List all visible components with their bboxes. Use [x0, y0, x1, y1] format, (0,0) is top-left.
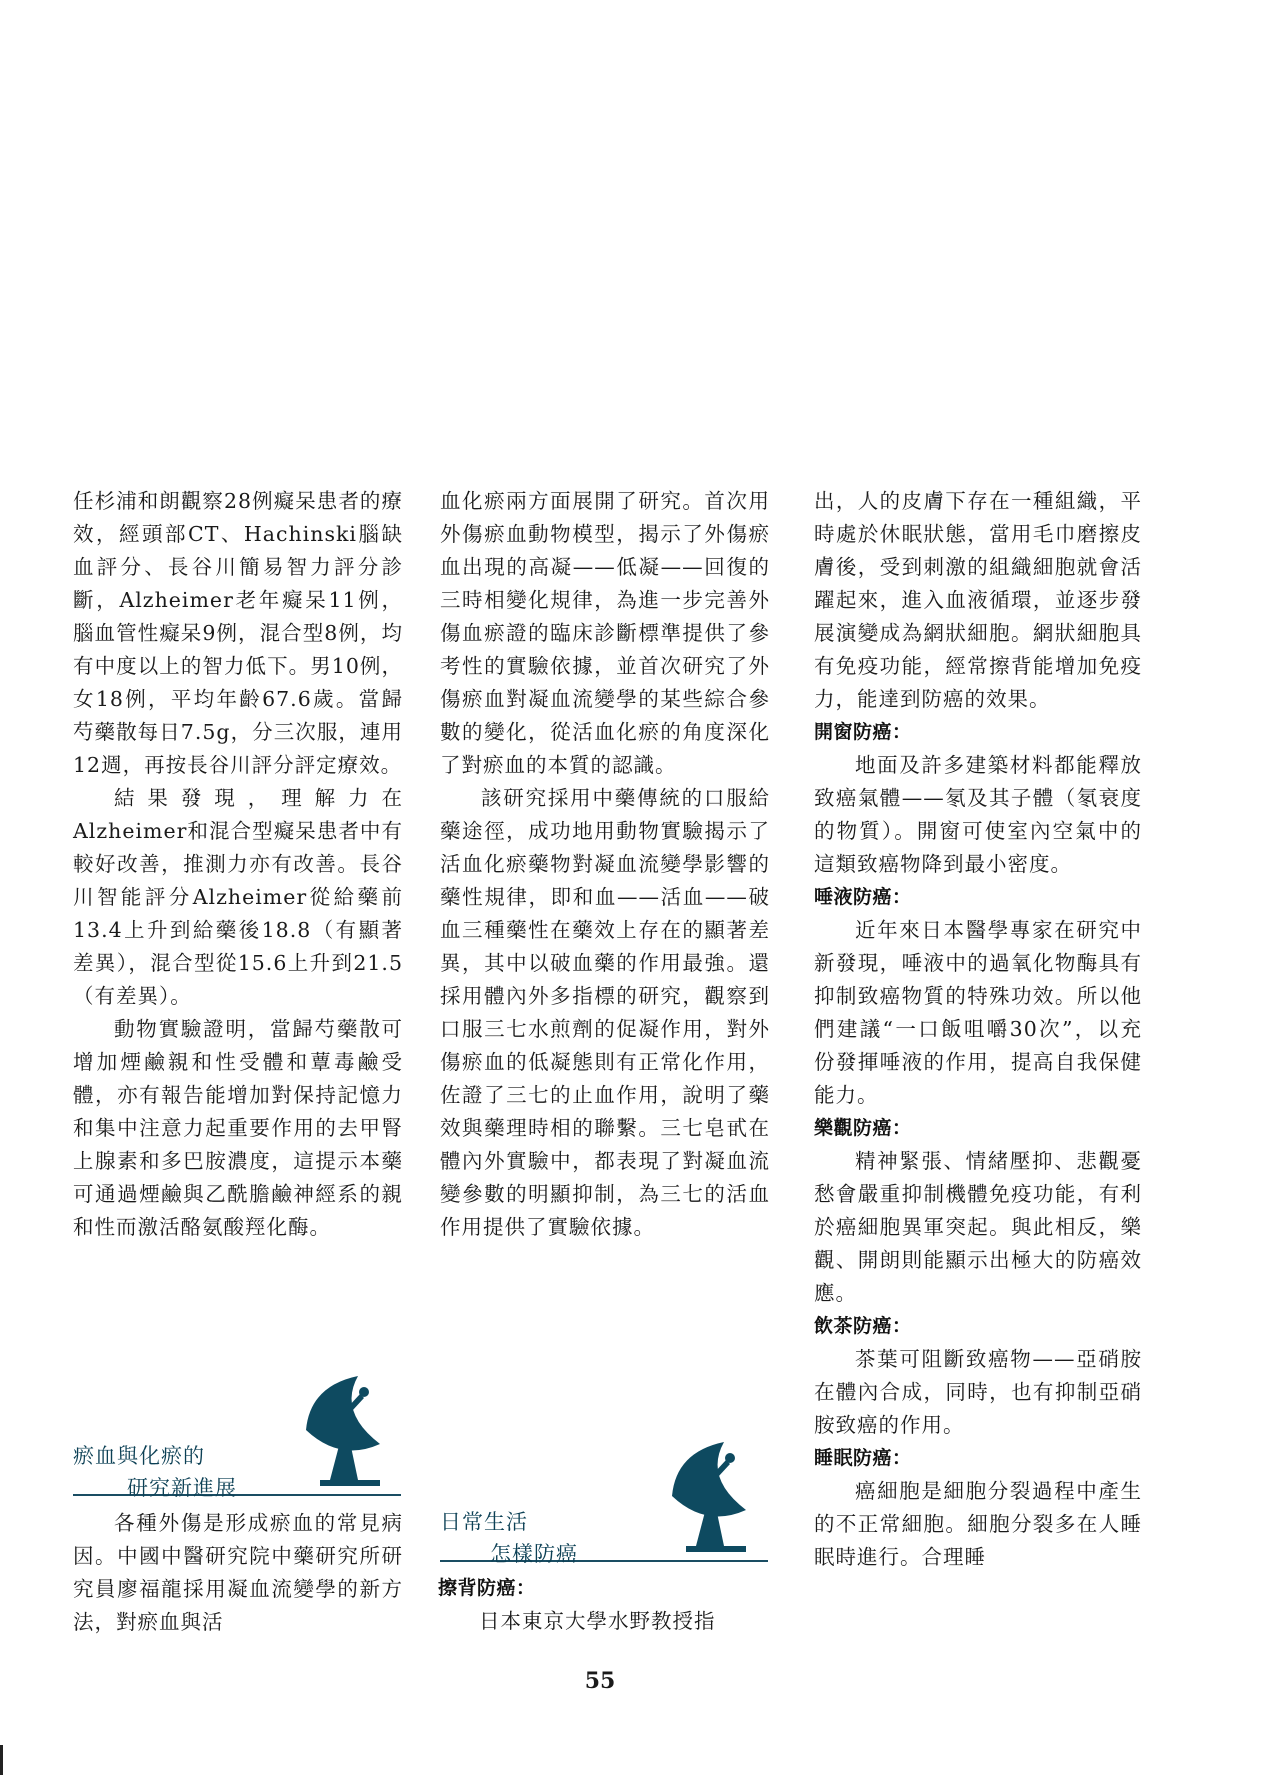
- col1-paragraph-1: 任杉浦和朗觀察28例癡呆患者的療效，經頭部CT、Hachinski腦缺血評分、長谷川簡易智力評分診斷，Alzheimer老年癡呆11例，腦血管性癡呆9例，混合型8例，均有中度以上的智力低下。男10例，女18例，平均年齡67.6歲。當歸芍藥散每日7.5g，分三次服，連用12週，再按長谷川評分評定療效。: [73, 489, 403, 777]
- column-2: [440, 485, 770, 1244]
- col3-subheading-window: 開窗防癌：: [814, 721, 912, 743]
- col3-subheading-sleep: 睡眠防癌：: [814, 1447, 912, 1469]
- section-1-paragraph: 各種外傷是形成瘀血的常見病因。中國中醫研究院中藥研究所研究員廖福龍採用凝血流變學的新方法，對瘀血與活: [73, 1511, 403, 1634]
- col3-subheading-optimism: 樂觀防癌：: [814, 1117, 912, 1139]
- column-1: [73, 485, 403, 1244]
- section-1-title-line-1: 瘀血與化瘀的: [73, 1444, 205, 1468]
- col3-paragraph-saliva: 近年來日本醫學專家在研究中新發現，唾液中的過氧化物酶具有抑制致癌物質的特殊功效。所以他們建議“一口飯咀嚼30次”，以充份發揮唾液的作用，提高自我保健能力。: [814, 918, 1142, 1107]
- satellite-dish-icon: [666, 1438, 766, 1556]
- page-number: 55: [584, 1668, 616, 1694]
- col3-paragraph-window: 地面及許多建築材料都能釋放致癌氣體——氡及其子體（氡衰度的物質）。開窗可使室內空氣中的這類致癌物降到最小密度。: [814, 753, 1142, 876]
- col3-paragraph-sleep: 癌細胞是細胞分裂過程中產生的不正常細胞。細胞分裂多在人睡眠時進行。合理睡: [814, 1479, 1142, 1569]
- col1-paragraph-2: 結果發現，理解力在Alzheimer和混合型癡呆患者中有較好改善，推測力亦有改善。長谷川智能評分Alzheimer從給藥前13.4上升到給藥後18.8（有顯著差異），混合型從15.6上升到21.5（有差異）。: [73, 786, 403, 1008]
- section-2-title-line-1: 日常生活: [440, 1510, 528, 1534]
- col2-paragraph-2: 該研究採用中藥傳統的口服給藥途徑，成功地用動物實驗揭示了活血化瘀藥物對凝血流變學影響的藥性規律，即和血——活血——破血三種藥性在藥效上存在的顯著差異，其中以破血藥的作用最強。還採用體內外多指標的研究，觀察到口服三七水煎劑的促凝作用，對外傷瘀血的低凝態則有正常化作用，佐證了三七的止血作用，說明了藥效與藥理時相的聯繫。三七皂甙在體內外實驗中，都表現了對凝血流變參數的明顯抑制，為三七的活血作用提供了實驗依據。: [440, 786, 770, 1239]
- section-1-rule: [73, 1494, 401, 1496]
- satellite-dish-icon: [300, 1372, 400, 1490]
- col3-paragraph-tea: 茶葉可阻斷致癌物——亞硝胺在體內合成，同時，也有抑制亞硝胺致癌的作用。: [814, 1347, 1142, 1437]
- col3-paragraph-optimism: 精神緊張、情緒壓抑、悲觀憂愁會嚴重抑制機體免疫功能，有利於癌細胞異軍突起。與此相反，樂觀、開朗則能顯示出極大的防癌效應。: [814, 1149, 1142, 1305]
- col3-subheading-saliva: 唾液防癌：: [814, 886, 912, 908]
- section-2-title-line-2: 怎樣防癌: [490, 1542, 578, 1566]
- col3-intro: 出，人的皮膚下存在一種組織，平時處於休眠狀態，當用毛巾磨擦皮膚後，受到刺激的組織細胞就會活躍起來，進入血液循環，並逐步發展演變成為網狀細胞。網狀細胞具有免疫功能，經常擦背能增加免疫力，能達到防癌的效果。: [814, 489, 1142, 711]
- section-1-title-line-2: 研究新進展: [127, 1476, 237, 1500]
- section-2-paragraph: 日本東京大學水野教授指: [479, 1609, 716, 1633]
- col2-paragraph-1: 血化瘀兩方面展開了研究。首次用外傷瘀血動物模型，揭示了外傷瘀血出現的高凝——低凝——回復的三時相變化規律，為進一步完善外傷血瘀證的臨床診斷標準提供了參考性的實驗依據，並首次研究了外傷瘀血對凝血流變學的某些綜合參數的變化，從活血化瘀的角度深化了對瘀血的本質的認識。: [440, 489, 770, 777]
- scan-edge-mark: [0, 1745, 3, 1775]
- column-3: [814, 485, 1142, 1574]
- section-1-body: [73, 1507, 403, 1639]
- col3-subheading-tea: 飲茶防癌：: [814, 1315, 912, 1337]
- section-2-subheading-back-rub: 擦背防癌：: [438, 1577, 536, 1599]
- col1-paragraph-3: 動物實驗證明，當歸芍藥散可增加煙鹼親和性受體和蕈毒鹼受體，亦有報告能增加對保持記憶力和集中注意力起重要作用的去甲腎上腺素和多巴胺濃度，這提示本藥可通過煙鹼與乙酰膽鹼神經系的親和性而激活酪氨酸羥化酶。: [73, 1017, 403, 1239]
- section-2-body: [438, 1572, 770, 1638]
